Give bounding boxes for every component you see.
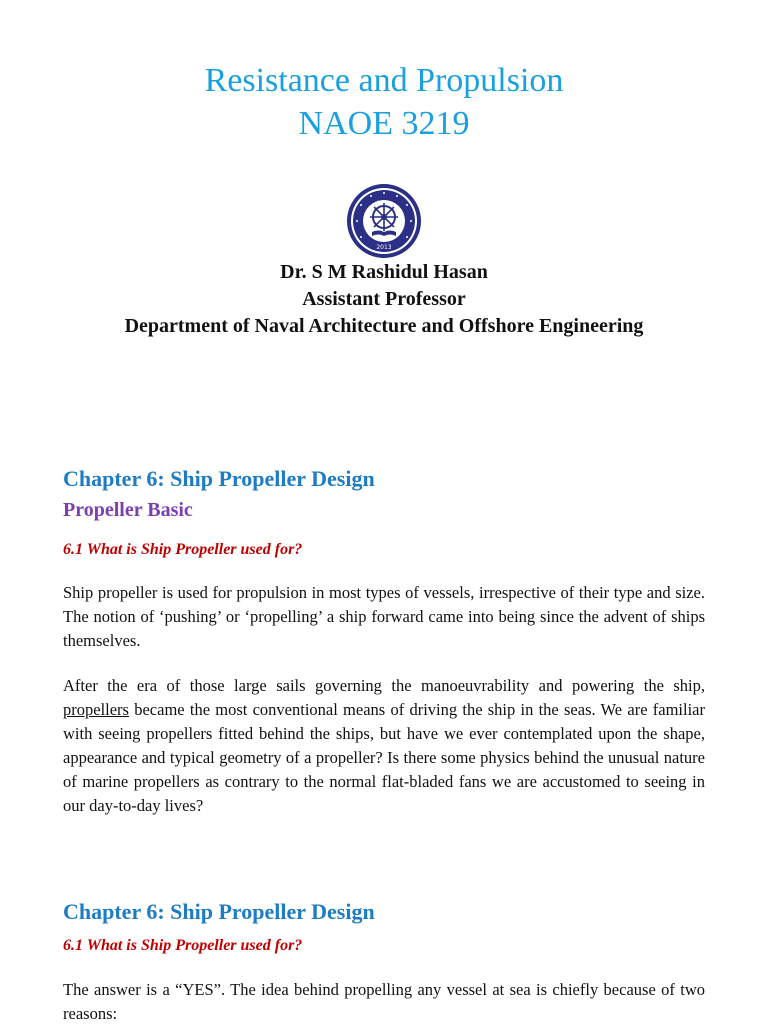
- paragraph-text: became the most conventional means of driving the ship in the seas. We are familiar with seeing propellers fitted behind the ships, but have we ever contemplated upon the shape, appearance and typical geometry of a propeller? Is there some physics behind the unusual nature of marine propellers as contrary to the normal flat-bladed fans we are accustomed to seeing in our day-to-day lives?: [63, 700, 705, 815]
- seal-year: 2013: [376, 244, 392, 251]
- university-seal-icon: [345, 183, 423, 259]
- document-title: Resistance and Propulsion: [204, 62, 564, 99]
- paragraph: Ship propeller is used for propulsion in most types of vessels, irrespective of their type and size. The notion of ‘pushing’ or ‘propelling’ a ship forward came into being since the advent of ships themselves.: [63, 583, 705, 650]
- paragraph: [63, 674, 705, 818]
- author-department: Department of Naval Architecture and Offshore Engineering: [124, 315, 644, 337]
- question-heading: 6.1 What is Ship Propeller used for?: [63, 541, 303, 558]
- author-role: Assistant Professor: [302, 288, 466, 310]
- paragraph-text: After the era of those large sails governing the manoeuvrability and powering the ship,: [63, 676, 705, 695]
- propellers-link[interactable]: propellers: [63, 700, 129, 719]
- paragraph: The answer is a “YES”. The idea behind propelling any vessel at sea is chiefly because of two reasons:: [63, 980, 705, 1023]
- chapter-heading: Chapter 6: Ship Propeller Design: [63, 899, 375, 924]
- section-subheading: Propeller Basic: [63, 499, 193, 521]
- author-name: Dr. S M Rashidul Hasan: [280, 261, 488, 283]
- course-code: NAOE 3219: [298, 105, 470, 142]
- chapter-heading: Chapter 6: Ship Propeller Design: [63, 466, 375, 491]
- question-heading: 6.1 What is Ship Propeller used for?: [63, 937, 303, 954]
